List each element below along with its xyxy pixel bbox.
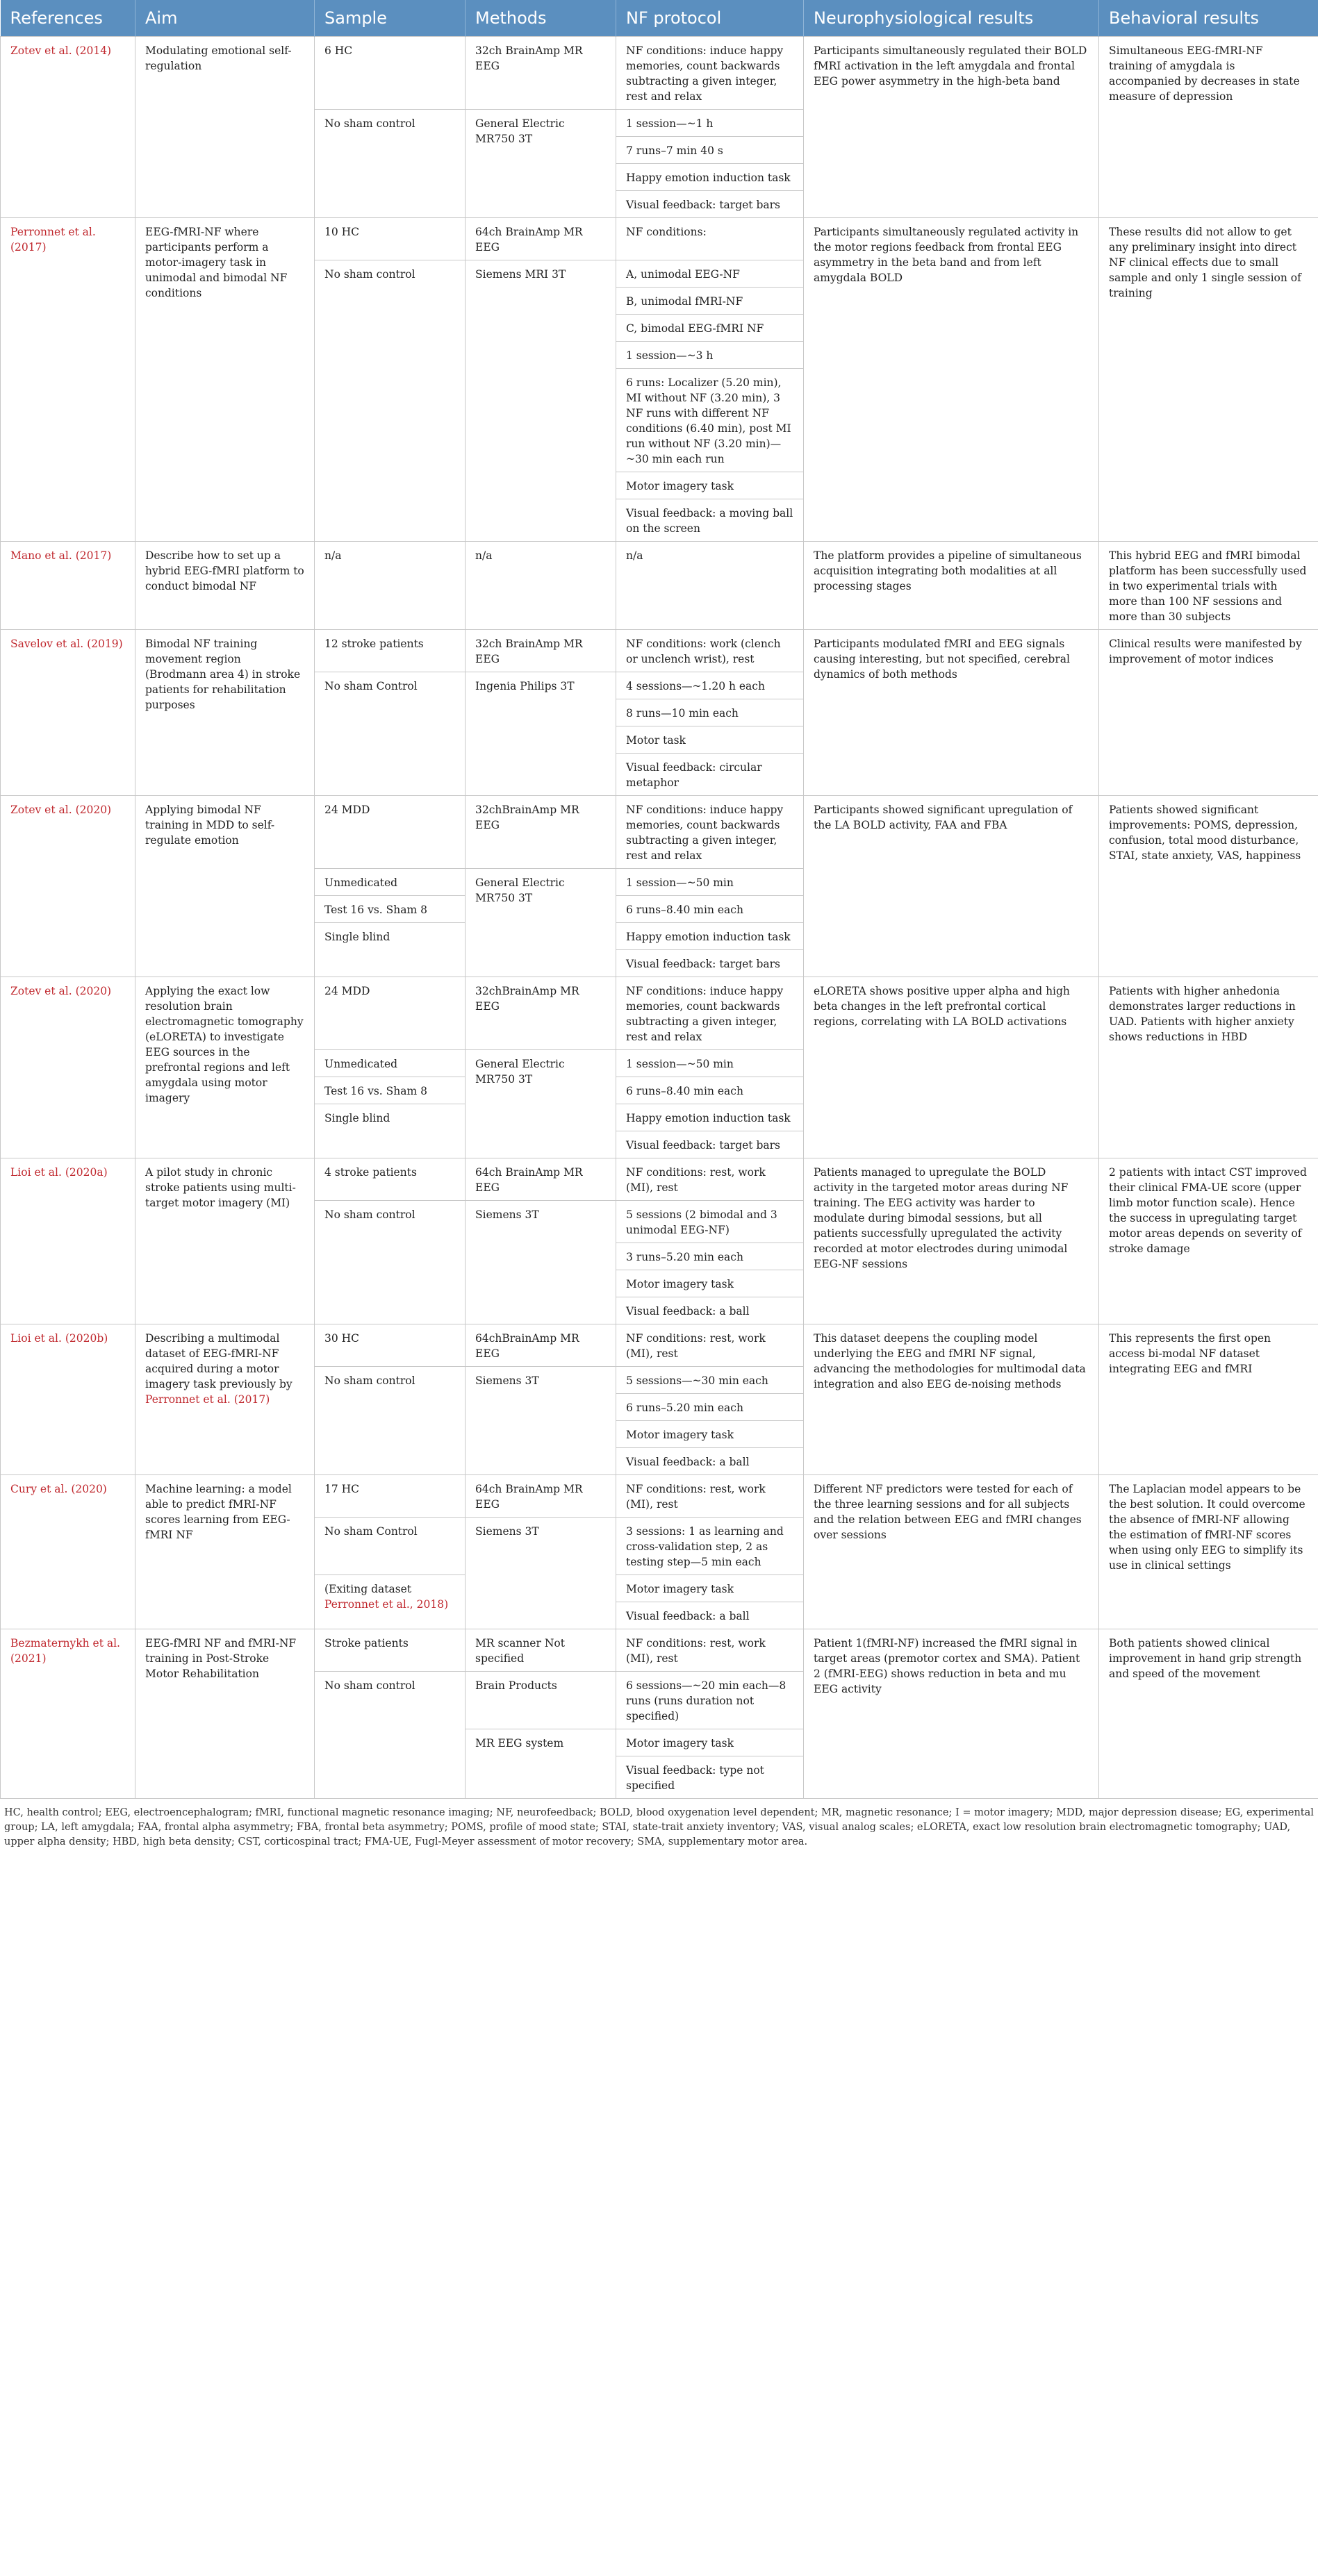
nf-protocol-cell: Happy emotion induction task bbox=[616, 923, 804, 950]
nf-protocol-cell: Motor imagery task bbox=[616, 1575, 804, 1602]
behavioral-result-cell: This represents the first open access bi-modal NF dataset integrating EEG and fMRI bbox=[1099, 1324, 1318, 1475]
sample-cell bbox=[315, 1158, 466, 1201]
nf-protocol-cell: 1 session—~1 h bbox=[616, 110, 804, 137]
sample-text: 6 HC bbox=[324, 44, 353, 57]
sample-text: 24 MDD bbox=[324, 804, 370, 816]
nf-protocol-cell: Visual feedback: a moving ball on the screen bbox=[616, 499, 804, 542]
nf-protocol-cell: Visual feedback: target bars bbox=[616, 950, 804, 977]
nf-protocol-cell: Happy emotion induction task bbox=[616, 1104, 804, 1131]
sample-text: No sham Control bbox=[324, 680, 418, 692]
sample-text: Test 16 vs. Sham 8 bbox=[324, 1085, 427, 1097]
sample-cell bbox=[315, 672, 466, 796]
neurophysiological-result-cell: Participants simultaneously regulated activity in the motor regions feedback from frontal EEG asymmetry in the beta band and from left amygdala BOLD bbox=[804, 218, 1099, 542]
nf-protocol-cell: Visual feedback: a ball bbox=[616, 1448, 804, 1475]
method-cell: 64ch BrainAmp MR EEG bbox=[466, 218, 616, 260]
nf-protocol-cell: 7 runs–7 min 40 s bbox=[616, 137, 804, 164]
method-cell: General Electric MR750 3T bbox=[466, 869, 616, 977]
aim-text: Applying bimodal NF training in MDD to self-regulate emotion bbox=[145, 804, 275, 847]
aim-cell bbox=[135, 977, 315, 1158]
neurophysiological-result-cell: Patients managed to upregulate the BOLD activity in the targeted motor areas during NF training. The EEG activity was harder to modulate during bimodal sessions, but all patients successfully upregulated the activity recorded at motor electrodes during unimodal EEG-NF sessions bbox=[804, 1158, 1099, 1324]
behavioral-result-cell: Patients with higher anhedonia demonstrates larger reductions in UAD. Patients with higher anxiety shows reductions in HBD bbox=[1099, 977, 1318, 1158]
sample-cell bbox=[315, 923, 466, 977]
table-row bbox=[1, 630, 1318, 672]
sample-text: Stroke patients bbox=[324, 1637, 409, 1650]
nf-protocol-cell: 3 runs–5.20 min each bbox=[616, 1243, 804, 1270]
neurophysiological-result-cell: Different NF predictors were tested for each of the three learning sessions and for all subjects and the relation between EEG and fMRI changes over sessions bbox=[804, 1475, 1099, 1629]
aim-text: Describe how to set up a hybrid EEG-fMRI platform to conduct bimodal NF bbox=[145, 549, 304, 592]
nf-protocol-cell: 1 session—~50 min bbox=[616, 869, 804, 896]
aim-text: A pilot study in chronic stroke patients using multi-target motor imagery (MI) bbox=[145, 1166, 296, 1209]
reference-cell[interactable]: Perronnet et al. (2017) bbox=[1, 218, 135, 542]
method-cell: Siemens 3T bbox=[466, 1518, 616, 1629]
sample-text: Single blind bbox=[324, 1112, 390, 1124]
neurophysiological-result-cell: Participants simultaneously regulated their BOLD fMRI activation in the left amygdala and frontal EEG power asymmetry in the high-beta band bbox=[804, 37, 1099, 218]
sample-cell bbox=[315, 542, 466, 630]
behavioral-result-cell: These results did not allow to get any preliminary insight into direct NF clinical effects due to small sample and only 1 single session of training bbox=[1099, 218, 1318, 542]
nf-protocol-cell: NF conditions: work (clench or unclench wrist), rest bbox=[616, 630, 804, 672]
sample-text: No sham control bbox=[324, 117, 415, 130]
reference-cell[interactable]: Bezmaternykh et al. (2021) bbox=[1, 1629, 135, 1799]
sample-cell bbox=[315, 1518, 466, 1575]
reference-cell[interactable]: Lioi et al. (2020a) bbox=[1, 1158, 135, 1324]
method-cell: Siemens MRI 3T bbox=[466, 260, 616, 542]
sample-cell bbox=[315, 1575, 466, 1629]
sample-cell bbox=[315, 1324, 466, 1367]
nf-protocol-cell: Happy emotion induction task bbox=[616, 164, 804, 191]
neurophysiological-result-cell: Patient 1(fMRI-NF) increased the fMRI signal in target areas (premotor cortex and SMA). Patient 2 (fMRI-EEG) shows reduction in beta and mu EEG activity bbox=[804, 1629, 1099, 1799]
nf-protocol-cell: 5 sessions—~30 min each bbox=[616, 1367, 804, 1394]
header-behavioral-results: Behavioral results bbox=[1099, 0, 1318, 37]
aim-cell bbox=[135, 1158, 315, 1324]
table-row bbox=[1, 218, 1318, 260]
nf-protocol-cell: NF conditions: rest, work (MI), rest bbox=[616, 1629, 804, 1672]
aim-text: Modulating emotional self-regulation bbox=[145, 44, 292, 72]
behavioral-result-cell: 2 patients with intact CST improved their clinical FMA-UE score (upper limb motor function scale). Hence the success in upregulating target motor areas depends on severity of stroke damage bbox=[1099, 1158, 1318, 1324]
sample-cell bbox=[315, 796, 466, 869]
nf-protocol-cell: 1 session—~50 min bbox=[616, 1050, 804, 1077]
header-aim: Aim bbox=[135, 0, 315, 37]
nf-protocol-cell: Visual feedback: target bars bbox=[616, 1131, 804, 1158]
aim-text: Describing a multimodal dataset of EEG-fMRI-NF acquired during a motor imagery task previously by bbox=[145, 1332, 293, 1390]
aim-text: EEG-fMRI-NF where participants perform a motor-imagery task in unimodal and bimodal NF conditions bbox=[145, 226, 288, 299]
aim-cell bbox=[135, 218, 315, 542]
table-row bbox=[1, 1158, 1318, 1201]
nf-protocol-cell: A, unimodal EEG-NF bbox=[616, 260, 804, 288]
sample-cell bbox=[315, 37, 466, 110]
sample-cell bbox=[315, 1201, 466, 1324]
nf-protocol-cell: Visual feedback: a ball bbox=[616, 1297, 804, 1324]
sample-cell bbox=[315, 110, 466, 218]
nf-protocol-cell: 4 sessions—~1.20 h each bbox=[616, 672, 804, 699]
nf-protocol-cell: NF conditions: induce happy memories, count backwards subtracting a given integer, rest and relax bbox=[616, 796, 804, 869]
method-cell: Siemens 3T bbox=[466, 1201, 616, 1324]
sample-text: Test 16 vs. Sham 8 bbox=[324, 904, 427, 916]
method-cell: 64ch BrainAmp MR EEG bbox=[466, 1158, 616, 1201]
behavioral-result-cell: This hybrid EEG and fMRI bimodal platform has been successfully used in two experimental trials with more than 100 NF sessions and more than 30 subjects bbox=[1099, 542, 1318, 630]
nf-protocol-cell: B, unimodal fMRI-NF bbox=[616, 288, 804, 315]
nf-protocol-cell: n/a bbox=[616, 542, 804, 630]
method-cell: n/a bbox=[466, 542, 616, 630]
sample-text: No sham control bbox=[324, 1208, 415, 1221]
aim-text: Machine learning: a model able to predict fMRI-NF scores learning from EEG-fMRI NF bbox=[145, 1483, 292, 1541]
sample-text: No sham control bbox=[324, 1679, 415, 1692]
nf-protocol-cell: NF conditions: induce happy memories, count backwards subtracting a given integer, rest and relax bbox=[616, 37, 804, 110]
aim-text: Bimodal NF training movement region (Brodmann area 4) in stroke patients for rehabilitation purposes bbox=[145, 638, 301, 711]
sample-text: 17 HC bbox=[324, 1483, 360, 1495]
behavioral-result-cell: Patients showed significant improvements: POMS, depression, confusion, total mood disturbance, STAI, state anxiety, VAS, happiness bbox=[1099, 796, 1318, 977]
aim-cell bbox=[135, 37, 315, 218]
sample-text: Unmedicated bbox=[324, 876, 398, 889]
reference-cell[interactable]: Cury et al. (2020) bbox=[1, 1475, 135, 1629]
aim-cell bbox=[135, 542, 315, 630]
behavioral-result-cell: Simultaneous EEG-fMRI-NF training of amygdala is accompanied by decreases in state measure of depression bbox=[1099, 37, 1318, 218]
neurophysiological-result-cell: eLORETA shows positive upper alpha and high beta changes in the left prefrontal cortical regions, correlating with LA BOLD activations bbox=[804, 977, 1099, 1158]
table-row bbox=[1, 542, 1318, 630]
header-sample: Sample bbox=[315, 0, 466, 37]
nf-protocol-cell: 3 sessions: 1 as learning and cross-validation step, 2 as testing step—5 min each bbox=[616, 1518, 804, 1575]
sample-text: 10 HC bbox=[324, 226, 360, 238]
behavioral-result-cell: Both patients showed clinical improvement in hand grip strength and speed of the movement bbox=[1099, 1629, 1318, 1799]
header-neurophysiological-results: Neurophysiological results bbox=[804, 0, 1099, 37]
nf-protocol-cell: NF conditions: rest, work (MI), rest bbox=[616, 1475, 804, 1518]
reference-cell[interactable]: Zotev et al. (2020) bbox=[1, 977, 135, 1158]
reference-cell[interactable]: Lioi et al. (2020b) bbox=[1, 1324, 135, 1475]
sample-text: 24 MDD bbox=[324, 985, 370, 997]
method-cell: Siemens 3T bbox=[466, 1367, 616, 1475]
nf-protocol-cell: Motor imagery task bbox=[616, 1729, 804, 1756]
method-cell: 32ch BrainAmp MR EEG bbox=[466, 630, 616, 672]
aim-cell bbox=[135, 1475, 315, 1629]
method-cell: MR EEG system bbox=[466, 1729, 616, 1799]
header-methods: Methods bbox=[466, 0, 616, 37]
neurophysiological-result-cell: This dataset deepens the coupling model underlying the EEG and fMRI NF signal, advancing the methodologies for multimodal data integration and also EEG de-noising methods bbox=[804, 1324, 1099, 1475]
sample-cell bbox=[315, 1475, 466, 1518]
nf-protocol-cell: 6 runs–8.40 min each bbox=[616, 1077, 804, 1104]
reference-cell[interactable]: Zotev et al. (2020) bbox=[1, 796, 135, 977]
nf-protocol-cell: NF conditions: rest, work (MI), rest bbox=[616, 1158, 804, 1201]
method-cell: 32chBrainAmp MR EEG bbox=[466, 977, 616, 1050]
table-footnote: HC, health control; EEG, electroencephalogram; fMRI, functional magnetic resonance imaging; NF, neurofeedback; BOLD, blood oxygenation level dependent; MR, magnetic resonance; I = motor imagery; MDD, major depression disease; EG, experimental group; LA, left amygdala; FAA, frontal alpha asymmetry; FBA, frontal beta asymmetry; POMS, profile of mood state; STAI, state-trait anxiety inventory; VAS, visual analog scales; eLORETA, exact low resolution brain electromagnetic tomography; UAD, upper alpha density; HBD, high beta density; CST, corticospinal tract; FMA-UE, Fugl-Meyer assessment of motor recovery; SMA, supplementary motor area. bbox=[4, 1807, 1314, 1848]
sample-cell bbox=[315, 977, 466, 1050]
aim-text: EEG-fMRI NF and fMRI-NF training in Post-Stroke Motor Rehabilitation bbox=[145, 1637, 297, 1680]
sample-text: No sham Control bbox=[324, 1525, 418, 1538]
table-row bbox=[1, 1475, 1318, 1518]
method-cell: General Electric MR750 3T bbox=[466, 1050, 616, 1158]
sample-text: No sham control bbox=[324, 268, 415, 281]
aim-cell bbox=[135, 630, 315, 796]
nf-protocol-cell: Visual feedback: a ball bbox=[616, 1602, 804, 1629]
header-nf-protocol: NF protocol bbox=[616, 0, 804, 37]
method-cell: Ingenia Philips 3T bbox=[466, 672, 616, 796]
sample-text: Unmedicated bbox=[324, 1058, 398, 1070]
method-cell: 32ch BrainAmp MR EEG bbox=[466, 37, 616, 110]
sample-text: n/a bbox=[324, 549, 342, 562]
sample-text: 4 stroke patients bbox=[324, 1166, 417, 1179]
method-cell: MR scanner Not specified bbox=[466, 1629, 616, 1672]
nf-protocol-cell: Motor imagery task bbox=[616, 1421, 804, 1448]
table-header-row bbox=[1, 0, 1318, 37]
table-row bbox=[1, 796, 1318, 869]
table-row bbox=[1, 977, 1318, 1050]
aim-cell bbox=[135, 1324, 315, 1475]
nf-protocol-cell: 6 sessions—~20 min each—8 runs (runs duration not specified) bbox=[616, 1672, 804, 1729]
sample-text: 12 stroke patients bbox=[324, 638, 424, 650]
table-row bbox=[1, 1629, 1318, 1672]
sample-cell bbox=[315, 869, 466, 896]
nf-protocol-cell: 6 runs: Localizer (5.20 min), MI without NF (3.20 min), 3 NF runs with different NF conditions (6.40 min), post MI run without NF (3.20 min)—~30 min each run bbox=[616, 369, 804, 472]
sample-cell bbox=[315, 260, 466, 542]
aim-cell bbox=[135, 1629, 315, 1799]
nf-protocol-cell: Visual feedback: target bars bbox=[616, 191, 804, 218]
nf-protocol-cell: Motor imagery task bbox=[616, 1270, 804, 1297]
nf-protocol-cell: 5 sessions (2 bimodal and 3 unimodal EEG-NF) bbox=[616, 1201, 804, 1243]
nf-protocol-cell: 8 runs—10 min each bbox=[616, 699, 804, 726]
table-row bbox=[1, 1324, 1318, 1367]
sample-text: (Exiting dataset bbox=[324, 1583, 412, 1595]
sample-cell bbox=[315, 1077, 466, 1104]
neurophysiological-result-cell: Participants showed significant upregulation of the LA BOLD activity, FAA and FBA bbox=[804, 796, 1099, 977]
neurophysiological-result-cell: The platform provides a pipeline of simultaneous acquisition integrating both modalities at all processing stages bbox=[804, 542, 1099, 630]
nf-protocol-cell: Visual feedback: circular metaphor bbox=[616, 754, 804, 796]
method-cell: 64chBrainAmp MR EEG bbox=[466, 1324, 616, 1367]
aim-cell bbox=[135, 796, 315, 977]
sample-cell bbox=[315, 218, 466, 260]
table-row bbox=[1, 37, 1318, 110]
method-cell: General Electric MR750 3T bbox=[466, 110, 616, 218]
nf-protocol-cell: C, bimodal EEG-fMRI NF bbox=[616, 315, 804, 342]
reference-cell[interactable]: Zotev et al. (2014) bbox=[1, 37, 135, 218]
neurophysiological-result-cell: Participants modulated fMRI and EEG signals causing interesting, but not specified, cerebral dynamics of both methods bbox=[804, 630, 1099, 796]
sample-cell bbox=[315, 1672, 466, 1799]
sample-cell bbox=[315, 896, 466, 923]
method-cell: Brain Products bbox=[466, 1672, 616, 1729]
nf-protocol-cell: 1 session—~3 h bbox=[616, 342, 804, 369]
nf-protocol-cell: NF conditions: rest, work (MI), rest bbox=[616, 1324, 804, 1367]
method-cell: 32chBrainAmp MR EEG bbox=[466, 796, 616, 869]
behavioral-result-cell: Clinical results were manifested by improvement of motor indices bbox=[1099, 630, 1318, 796]
sample-text: Single blind bbox=[324, 931, 390, 943]
sample-cell bbox=[315, 1050, 466, 1077]
aim-reference-link[interactable]: Perronnet et al. (2017) bbox=[145, 1393, 270, 1406]
sample-text: No sham control bbox=[324, 1374, 415, 1387]
nf-protocol-cell: NF conditions: induce happy memories, count backwards subtracting a given integer, rest and relax bbox=[616, 977, 804, 1050]
sample-text: 30 HC bbox=[324, 1332, 360, 1345]
sample-reference-link[interactable]: Perronnet et al., 2018) bbox=[324, 1598, 449, 1611]
aim-text: Applying the exact low resolution brain electromagnetic tomography (eLORETA) to investigate EEG sources in the prefrontal regions and left amygdala using motor imagery bbox=[145, 985, 304, 1104]
sample-cell bbox=[315, 630, 466, 672]
reference-cell[interactable]: Mano et al. (2017) bbox=[1, 542, 135, 630]
nf-protocol-cell: 6 runs–5.20 min each bbox=[616, 1394, 804, 1421]
nf-protocol-cell: Visual feedback: type not specified bbox=[616, 1756, 804, 1799]
nf-protocol-cell: NF conditions: bbox=[616, 218, 804, 260]
nf-protocol-cell: 6 runs–8.40 min each bbox=[616, 896, 804, 923]
sample-cell bbox=[315, 1104, 466, 1158]
reference-cell[interactable]: Savelov et al. (2019) bbox=[1, 630, 135, 796]
header-references: References bbox=[1, 0, 135, 37]
table-body bbox=[1, 37, 1318, 1799]
sample-cell bbox=[315, 1629, 466, 1672]
behavioral-result-cell: The Laplacian model appears to be the best solution. It could overcome the absence of fMRI-NF allowing the estimation of fMRI-NF scores when using only EEG to simplify its use in clinical settings bbox=[1099, 1475, 1318, 1629]
method-cell: 64ch BrainAmp MR EEG bbox=[466, 1475, 616, 1518]
sample-cell bbox=[315, 1367, 466, 1475]
nf-protocol-cell: Motor task bbox=[616, 726, 804, 754]
nf-protocol-cell: Motor imagery task bbox=[616, 472, 804, 499]
